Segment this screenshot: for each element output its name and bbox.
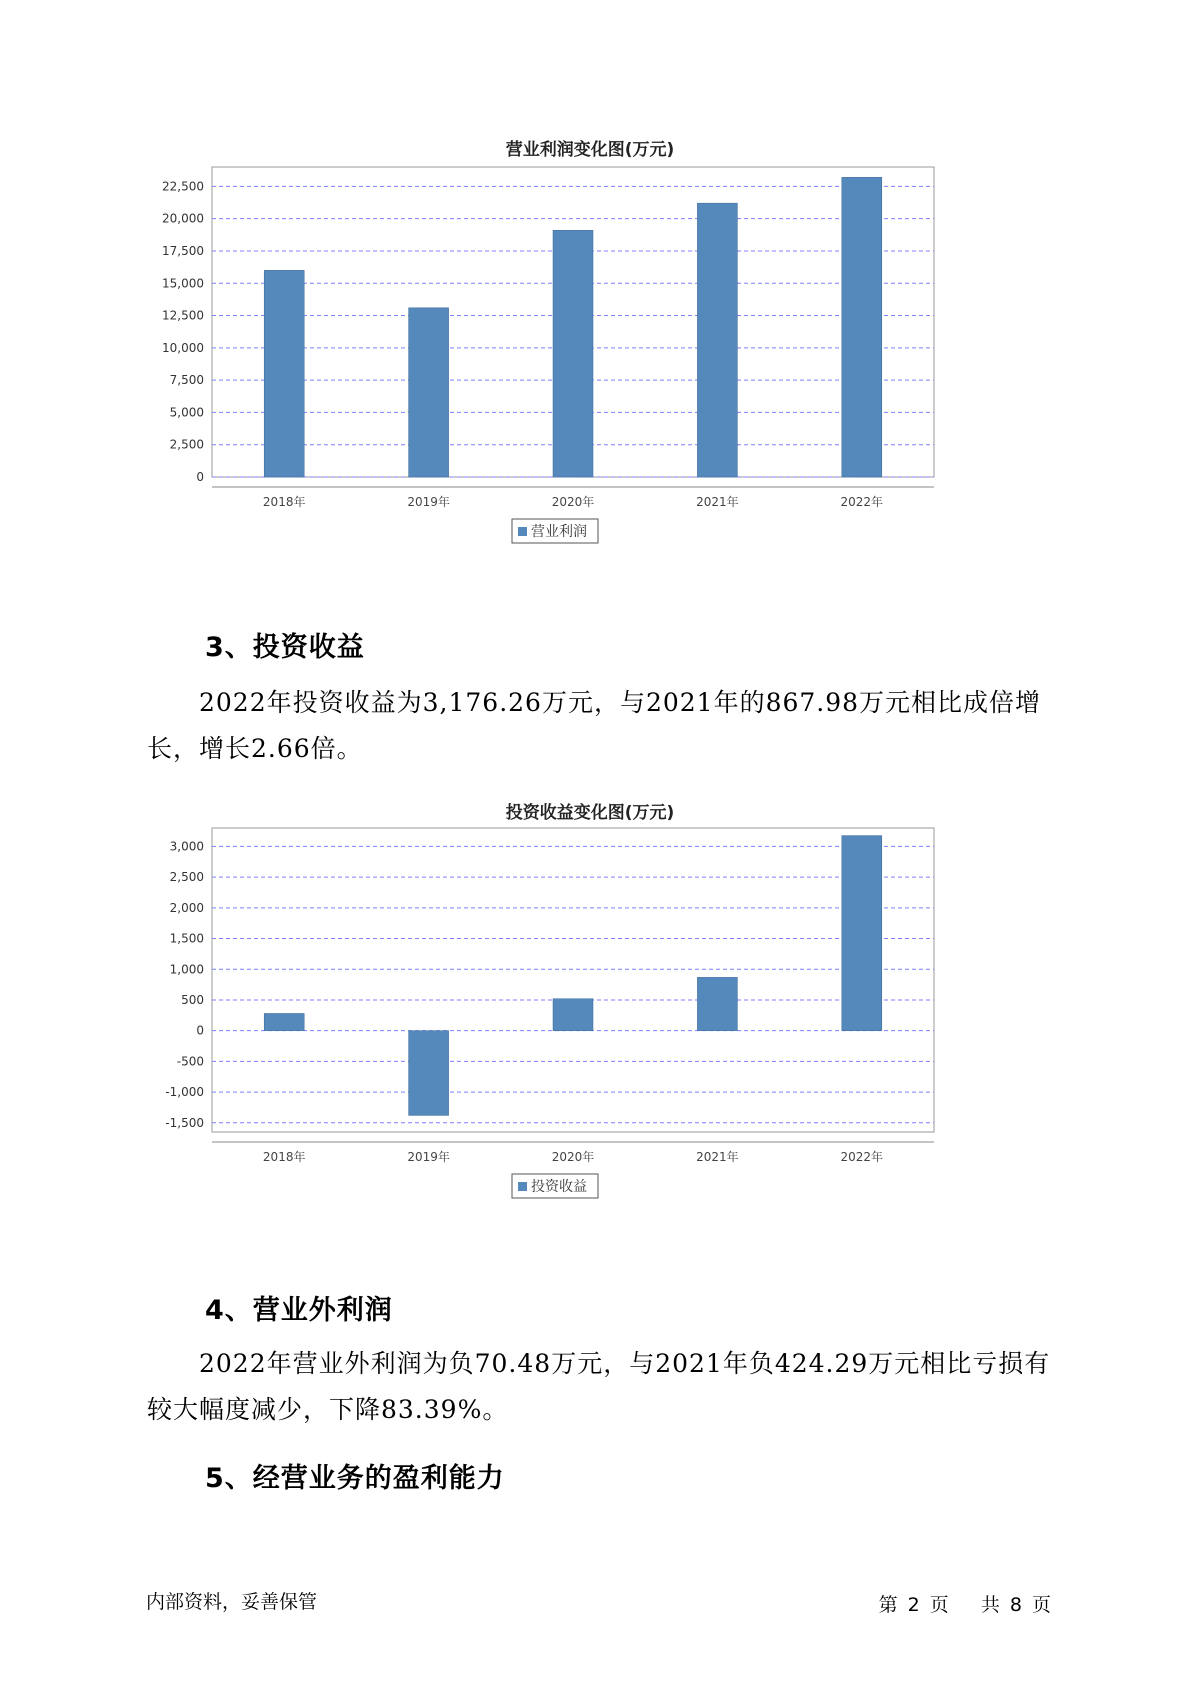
- chart-title: 营业利润变化图(万元): [505, 140, 675, 160]
- bar: [409, 1031, 449, 1116]
- legend-swatch: [518, 1182, 527, 1191]
- x-tick-label: 2019年: [407, 1150, 450, 1164]
- legend-label: 营业利润: [531, 524, 587, 540]
- y-tick-label: 0: [196, 470, 204, 484]
- y-tick-label: 12,500: [162, 308, 204, 323]
- section-paragraph-non-operating-profit: 2022年营业外利润为负70.48万元，与2021年负424.29万元相比亏损有较大幅度减少，下降83.39%。: [147, 1349, 1051, 1424]
- legend-swatch: [518, 527, 527, 536]
- bar: [842, 836, 882, 1031]
- chart-plot: [150, 826, 1030, 1226]
- bar: [697, 203, 737, 477]
- y-tick-label: -500: [176, 1054, 204, 1069]
- y-tick-label: 500: [181, 992, 204, 1007]
- bar: [842, 177, 882, 477]
- x-tick-label: 2020年: [551, 1150, 595, 1164]
- x-tick-label: 2019年: [407, 495, 450, 509]
- legend-label: 投资收益: [531, 1179, 587, 1195]
- bar: [553, 230, 593, 477]
- investment-income-chart: [150, 788, 1030, 1228]
- y-tick-label: -1,500: [165, 1115, 204, 1130]
- footer-confidential-note: 内部资料，妥善保管: [146, 1591, 318, 1613]
- footer-page-number: [879, 1590, 1051, 1617]
- y-tick-label: 3,000: [169, 839, 204, 854]
- y-tick-label: 15,000: [162, 276, 204, 291]
- section-paragraph-investment-income: 2022年投资收益为3,176.26万元，与2021年的867.98万元相比成倍增长，增长2.66倍。: [147, 688, 1042, 763]
- section-heading-operating-profitability: 5、经营业务的盈利能力: [205, 1463, 505, 1494]
- section-heading-non-operating-profit: 4、营业外利润: [205, 1295, 393, 1326]
- y-tick-label: 7,500: [169, 373, 204, 388]
- y-tick-label: -1,000: [165, 1085, 204, 1100]
- x-tick-label: 2018年: [262, 495, 306, 509]
- x-tick-label: 2021年: [696, 495, 739, 509]
- footer-page-label: 第 2 页: [878, 1594, 949, 1616]
- y-tick-label: 22,500: [162, 179, 204, 194]
- x-tick-label: 2021年: [696, 1150, 739, 1164]
- x-tick-label: 2022年: [840, 1150, 884, 1164]
- chart-title: 投资收益变化图(万元): [505, 803, 675, 823]
- y-tick-label: 20,000: [162, 211, 204, 226]
- bar: [697, 977, 737, 1030]
- y-tick-label: 2,500: [169, 437, 204, 452]
- x-tick-label: 2022年: [840, 495, 884, 509]
- y-tick-label: 2,000: [169, 900, 204, 915]
- y-tick-label: 5,000: [169, 405, 204, 420]
- bar: [553, 999, 593, 1031]
- footer-total-label: 共 8 页: [980, 1594, 1051, 1616]
- bar: [264, 270, 304, 477]
- y-tick-label: 10,000: [162, 340, 204, 355]
- bar: [264, 1013, 304, 1030]
- section-heading-investment-income: 3、投资收益: [205, 632, 365, 663]
- operating-profit-chart: [150, 125, 1030, 565]
- y-tick-label: 2,500: [169, 870, 204, 885]
- x-tick-label: 2018年: [262, 1150, 306, 1164]
- chart-plot: [150, 165, 1030, 565]
- bar: [409, 308, 449, 477]
- y-tick-label: 1,000: [169, 962, 204, 977]
- y-tick-label: 0: [196, 1023, 204, 1038]
- x-tick-label: 2020年: [551, 495, 595, 509]
- y-tick-label: 1,500: [169, 931, 204, 946]
- plot-frame: [212, 828, 934, 1132]
- y-tick-label: 17,500: [162, 243, 204, 258]
